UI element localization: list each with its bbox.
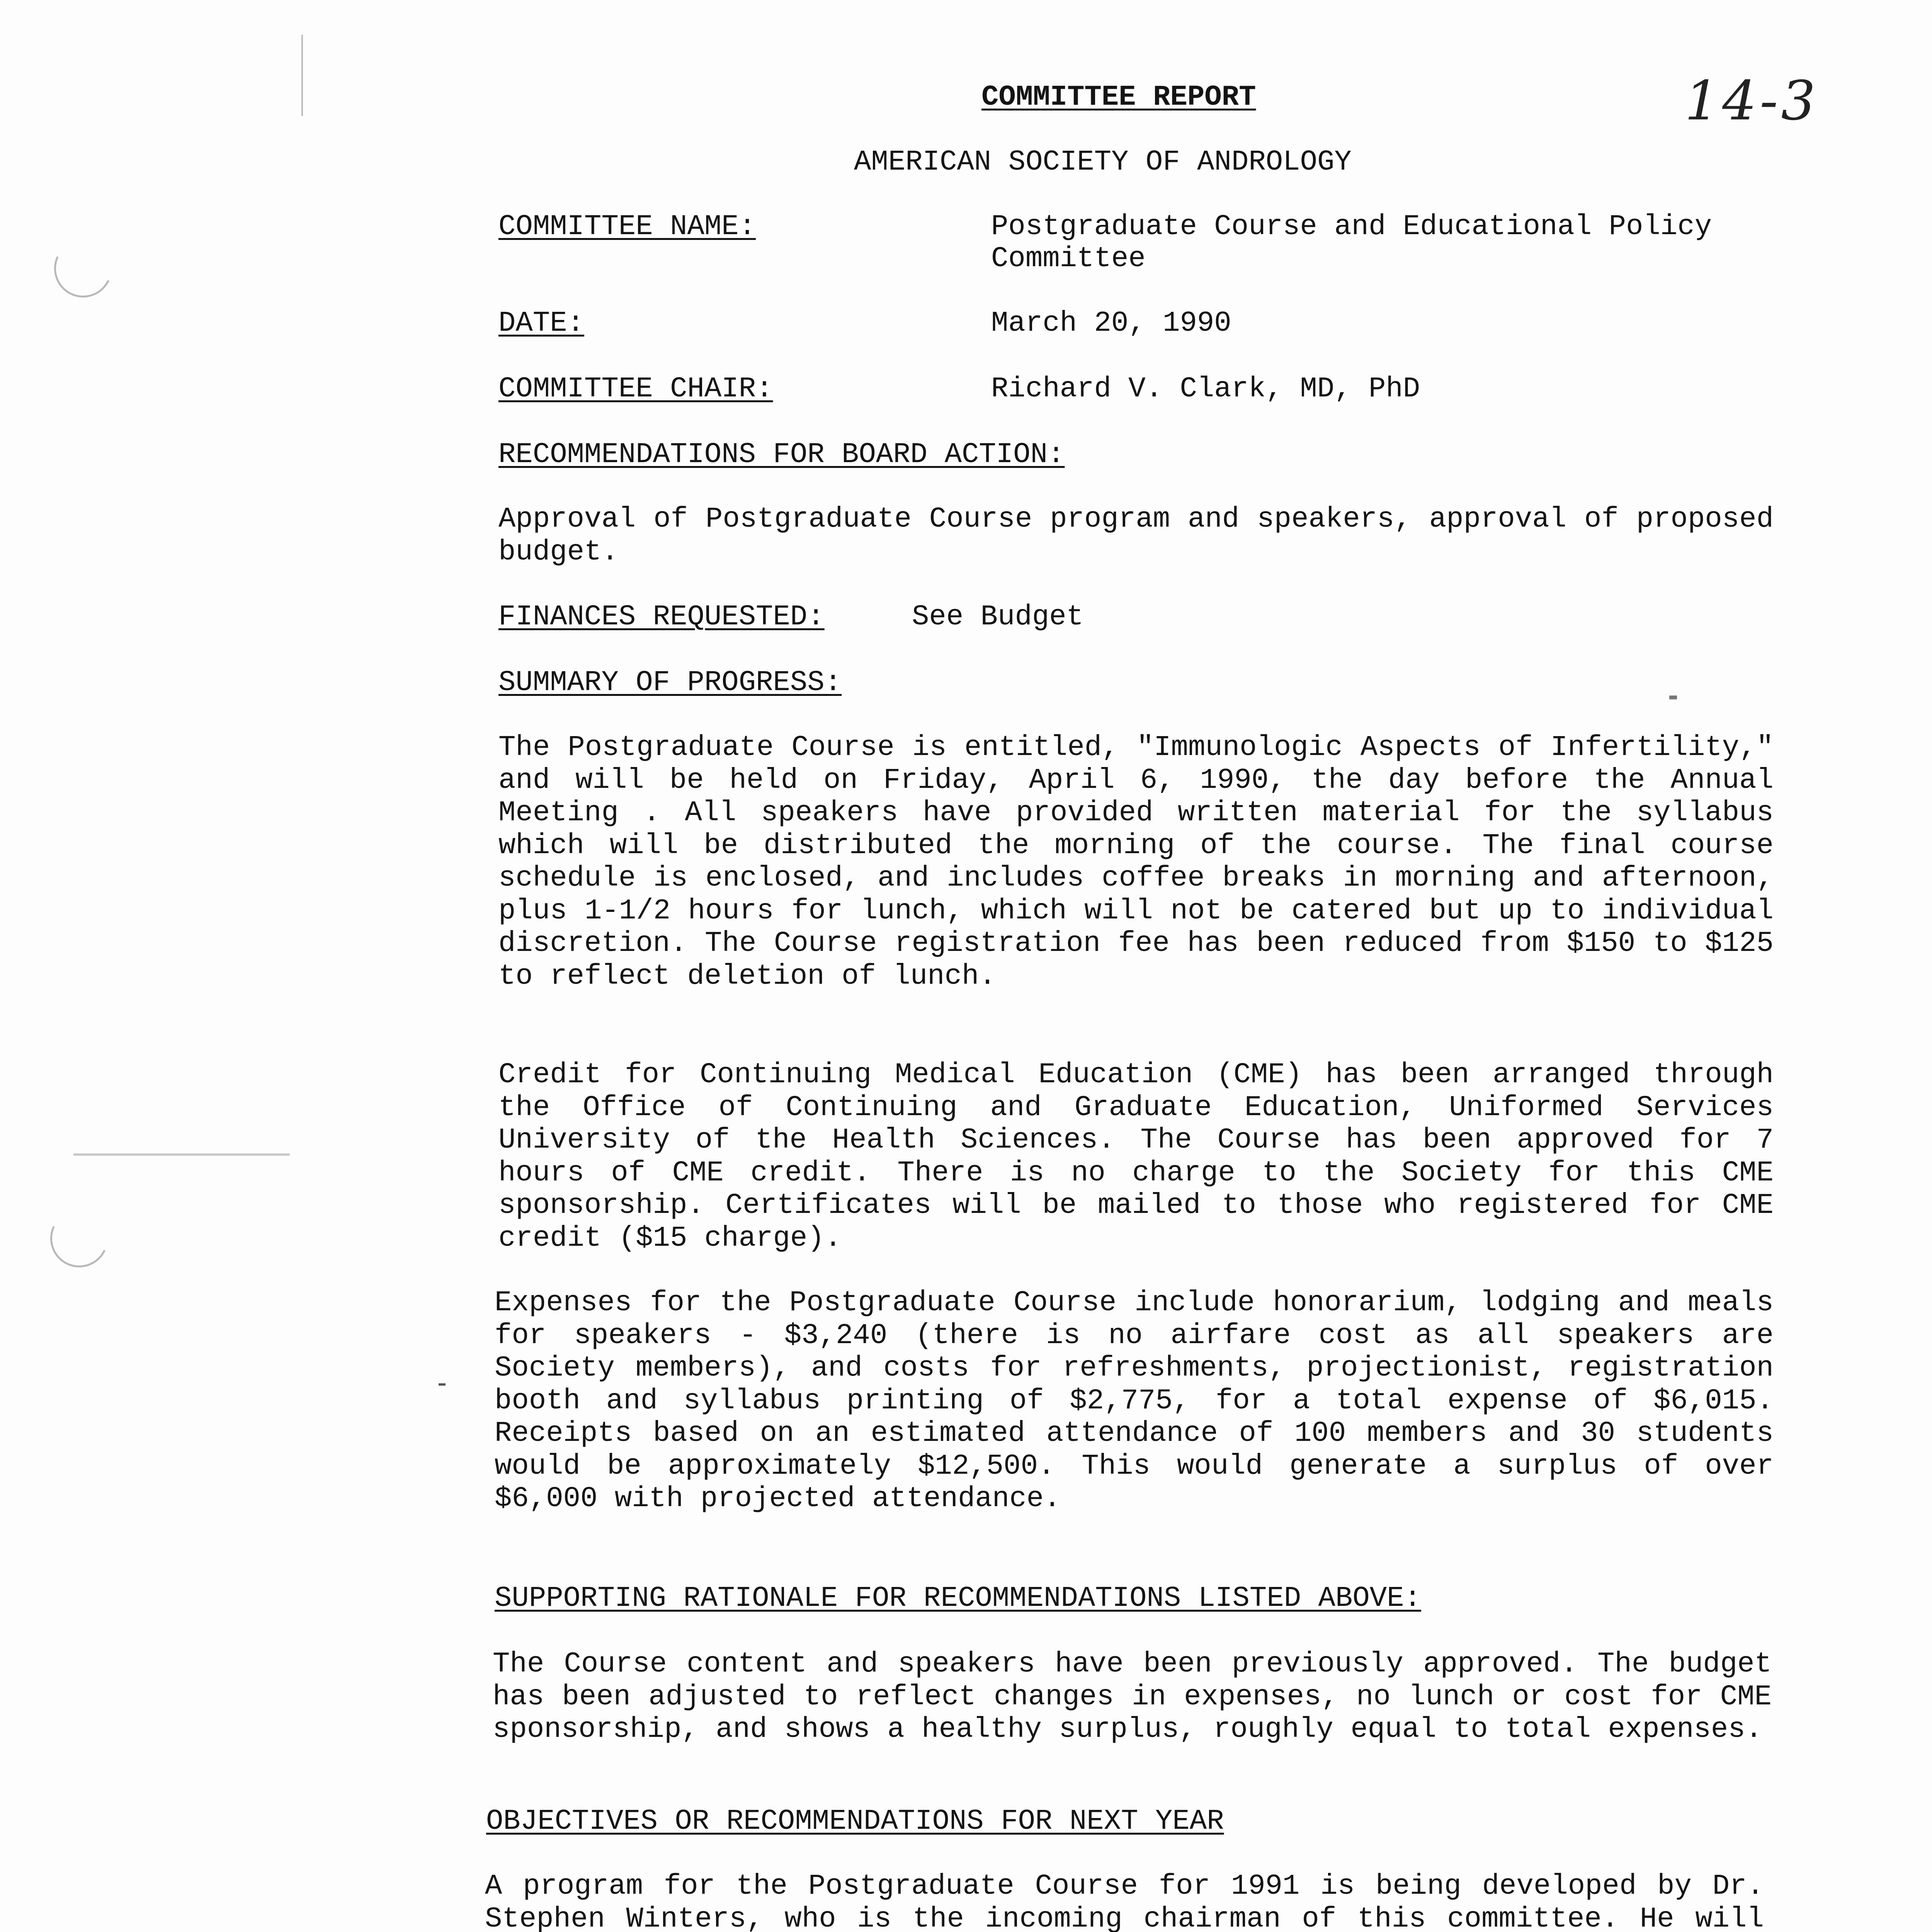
summary-paragraph-1: The Postgraduate Course is entitled, "Immunologic Aspects of Infertility," and will be held on Friday, April 6, 1990, the day before the Annual Meeting . All speakers have provided written material for the syllabus which will be distributed the morning of the course. The final course schedule is enclosed, and includes coffee breaks in morning and afternoon, plus 1-1/2 hours for lunch, which will not be catered but up to individual discretion. The Course registration fee has been reduced from $150 to $125 to reflect deletion of lunch. [498,731,1774,993]
summary-heading: SUMMARY OF PROGRESS: [498,667,842,699]
punch-hole-middle [42,1201,116,1276]
rationale-text: The Course content and speakers have been previously approved. The budget has been adjusted to reflect changes in expenses, no lunch or cost for CME sponsorship, and shows a healthy surplus, roughly equal to total expenses. [493,1648,1772,1746]
scan-mark-margin [439,1383,446,1386]
committee-name-label: COMMITTEE NAME: [498,211,756,243]
committee-name-value-line1: Postgraduate Course and Educational Policy [991,211,1712,243]
date-value: March 20, 1990 [991,307,1231,340]
summary-paragraph-3: Expenses for the Postgraduate Course include honorarium, lodging and meals for speakers - $3,240 (there is no airfare cost as all speakers are Society members), and costs for refreshments, projectionist, registration booth and syllabus printing of $2,775, for a total expense of $6,015. Receipts based on an estimated attendance of 100 members and 30 students would be approximately $12,500. This would generate a surplus of over $6,000 with projected attendance. [495,1287,1774,1515]
committee-chair-label: COMMITTEE CHAIR: [498,373,773,405]
punch-hole-top [46,231,120,306]
recommendations-text: Approval of Postgraduate Course program and speakers, approval of proposed budget. [498,503,1774,568]
scan-mark-right [1669,696,1677,699]
finances-requested-label: FINANCES REQUESTED: [498,601,825,633]
handwritten-page-number: 14-3 [1685,70,1819,133]
committee-chair-value: Richard V. Clark, MD, PhD [991,373,1420,405]
report-title: COMMITTEE REPORT [981,81,1256,114]
objectives-heading: OBJECTIVES OR RECOMMENDATIONS FOR NEXT YEAR [486,1805,1224,1838]
recommendations-heading: RECOMMENDATIONS FOR BOARD ACTION: [498,439,1065,471]
finances-requested-value: See Budget [912,601,1084,633]
summary-paragraph-2: Credit for Continuing Medical Education (CME) has been arranged through the Office of Continuing and Graduate Education, Uniformed Services University of the Health Sciences. The Course has been approved for 7 hours of CME credit. There is no charge to the Society for this CME sponsorship. Certificates will be mailed to those who registered for CME credit ($15 charge). [498,1059,1774,1255]
committee-name-value-line2: Committee [991,243,1146,275]
objectives-text: A program for the Postgraduate Course for 1991 is being developed by Dr. Stephen Winters, who is the incoming chairman of this committee. He will [485,1870,1764,1932]
scan-mark-left [73,1153,290,1156]
rationale-heading: SUPPORTING RATIONALE FOR RECOMMENDATIONS LISTED ABOVE: [495,1582,1421,1615]
organization-name: AMERICAN SOCIETY OF ANDROLOGY [854,146,1352,179]
scan-mark-top [301,35,303,116]
date-label: DATE: [498,307,585,340]
